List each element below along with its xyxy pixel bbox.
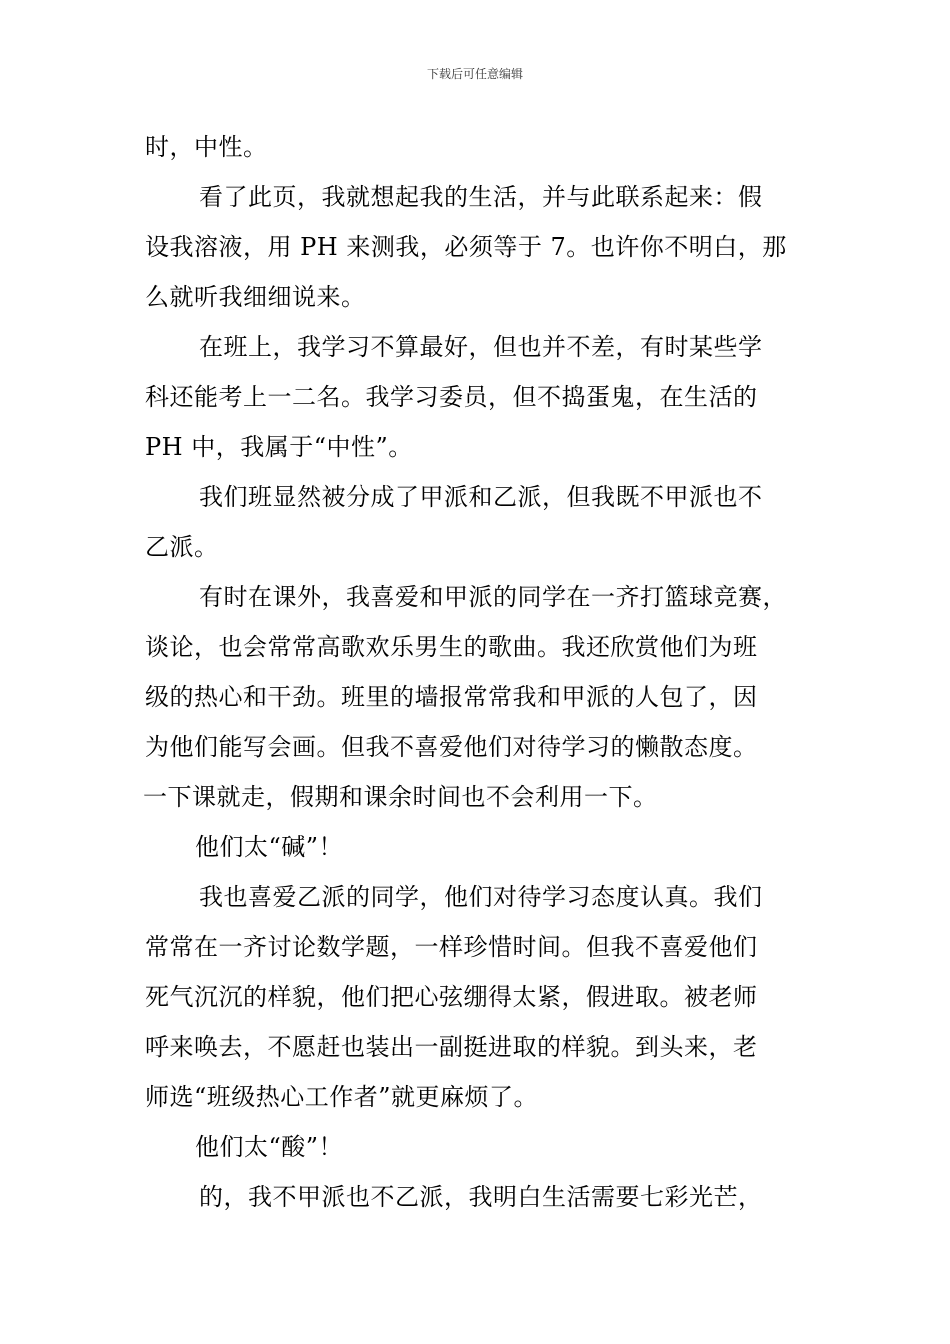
- paragraph-first-line: 的，我不甲派也不乙派，我明白生活需要七彩光芒，: [199, 1183, 763, 1211]
- document-body: [145, 122, 815, 1222]
- text-line: 呼来唤去，不愿赶也装出一副挺进取的样貌。到头来，老: [145, 1033, 758, 1061]
- paragraph-first-line: 有时在课外，我喜爱和甲派的同学在一齐打篮球竞赛，: [199, 583, 787, 611]
- paragraph-first-line: 他们太“碱”！: [195, 833, 344, 861]
- paragraph-first-line: 他们太“酸”！: [195, 1133, 344, 1161]
- paragraph-first-line: 在班上，我学习不算最好，但也并不差，有时某些学: [199, 333, 763, 361]
- paragraph-first-line: 看了此页，我就想起我的生活，并与此联系起来：假: [199, 183, 763, 211]
- text-line: 科还能考上一二名。我学习委员，但不捣蛋鬼，在生活的: [145, 383, 758, 411]
- text-line: 级的热心和干劲。班里的墙报常常我和甲派的人包了，因: [145, 683, 758, 711]
- paragraph-first-line: 我们班显然被分成了甲派和乙派，但我既不甲派也不: [199, 483, 763, 511]
- text-line: 死气沉沉的样貌，他们把心弦绷得太紧，假进取。被老师: [145, 983, 758, 1011]
- text-line: 时，中性。: [145, 133, 268, 161]
- text-line: 么就听我细细说来。: [145, 283, 366, 311]
- text-line: 乙派。: [145, 533, 219, 561]
- text-line: 设我溶液，用 PH 来测我，必须等于 7。也许你不明白，那: [145, 233, 787, 261]
- paragraph-first-line: 我也喜爱乙派的同学，他们对待学习态度认真。我们: [199, 883, 763, 911]
- text-line: 常常在一齐讨论数学题，一样珍惜时间。但我不喜爱他们: [145, 933, 758, 961]
- text-line: 为他们能写会画。但我不喜爱他们对待学习的懒散态度。: [145, 733, 758, 761]
- text-line: 师选“班级热心工作者”就更麻烦了。: [145, 1083, 539, 1111]
- text-line: 谈论，也会常常高歌欢乐男生的歌曲。我还欣赏他们为班: [145, 633, 758, 661]
- text-line: 一下课就走，假期和课余时间也不会利用一下。: [143, 783, 658, 811]
- text-line: PH 中，我属于“中性”。: [145, 433, 413, 461]
- page-header-note: 下载后可任意编辑: [426, 67, 523, 81]
